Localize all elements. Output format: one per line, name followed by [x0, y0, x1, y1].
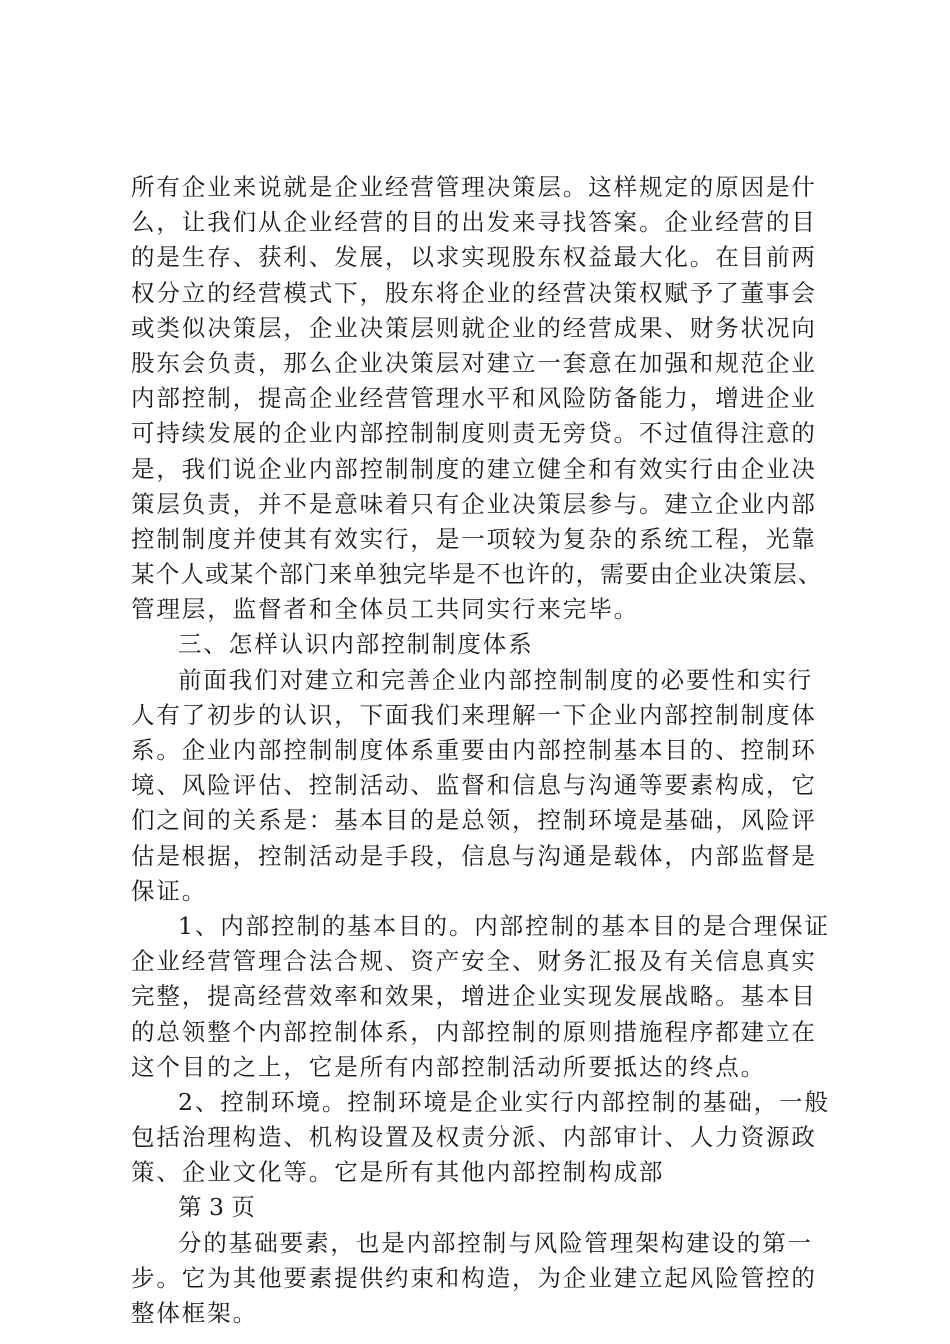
text-line: 人有了初步的认识，下面我们来理解一下企业内部控制制度体: [131, 701, 817, 729]
text-line: 估是根据，控制活动是手段，信息与沟通是载体，内部监督是: [131, 842, 817, 870]
text-line: 管理层，监督者和全体员工共同实行来完毕。: [131, 595, 639, 623]
text-line: 完整，提高经营效率和效果，增进企业实现发展战略。基本目: [131, 982, 817, 1010]
text-line: 步。它为其他要素提供约束和构造，为企业建立起风险管控的: [131, 1264, 817, 1292]
text-line: 内部控制，提高企业经营管理水平和风险防备能力，增进企业: [131, 384, 817, 412]
text-line: 们之间的关系是：基本目的是总领，控制环境是基础，风险评: [131, 806, 817, 834]
text-line: 的总领整个内部控制体系，内部控制的原则措施程序都建立在: [131, 1018, 817, 1046]
text-line: 前面我们对建立和完善企业内部控制制度的必要性和实行: [178, 666, 813, 694]
text-line: 保证。: [131, 877, 208, 905]
text-line: 是，我们说企业内部控制制度的建立健全和有效实行由企业决: [131, 455, 817, 483]
text-line: 某个人或某个部门来单独完毕是不也许的，需要由企业决策层、: [131, 560, 823, 588]
text-line: 分的基础要素，也是内部控制与风险管理架构建设的第一: [178, 1229, 813, 1257]
text-line: 策、企业文化等。它是所有其他内部控制构成部: [131, 1158, 665, 1186]
text-line: 可持续发展的企业内部控制制度则责无旁贷。不过值得注意的: [131, 419, 817, 447]
text-line: 1、内部控制的基本目的。内部控制的基本目的是合理保证: [178, 912, 830, 940]
text-line: 境、风险评估、控制活动、监督和信息与沟通等要素构成，它: [131, 771, 817, 799]
text-line: 或类似决策层，企业决策层则就企业的经营成果、财务状况向: [131, 314, 817, 342]
text-line: 系。企业内部控制制度体系重要由内部控制基本目的、控制环: [131, 736, 817, 764]
text-line: 的是生存、获利、发展，以求实现股东权益最大化。在目前两: [131, 243, 817, 271]
text-line: 整体框架。: [131, 1299, 258, 1327]
text-line: 控制制度并使其有效实行，是一项较为复杂的系统工程，光靠: [131, 525, 817, 553]
text-line: 策层负责，并不是意味着只有企业决策层参与。建立企业内部: [131, 490, 817, 518]
text-line: 么，让我们从企业经营的目的出发来寻找答案。企业经营的目: [131, 208, 817, 236]
text-line: 这个目的之上，它是所有内部控制活动所要抵达的终点。: [131, 1053, 766, 1081]
text-line: 权分立的经营模式下，股东将企业的经营决策权赋予了董事会: [131, 279, 817, 307]
page-number: 第 3 页: [178, 1193, 255, 1221]
text-line: 企业经营管理合法合规、资产安全、财务汇报及有关信息真实: [131, 947, 817, 975]
text-line: 所有企业来说就是企业经营管理决策层。这样规定的原因是什: [131, 173, 817, 201]
text-line: 包括治理构造、机构设置及权责分派、内部审计、人力资源政: [131, 1123, 817, 1151]
text-line: 股东会负责，那么企业决策层对建立一套意在加强和规范企业: [131, 349, 817, 377]
section-heading: 三、怎样认识内部控制制度体系: [178, 630, 534, 658]
text-line: 2、控制环境。控制环境是企业实行内部控制的基础，一般: [178, 1088, 830, 1116]
